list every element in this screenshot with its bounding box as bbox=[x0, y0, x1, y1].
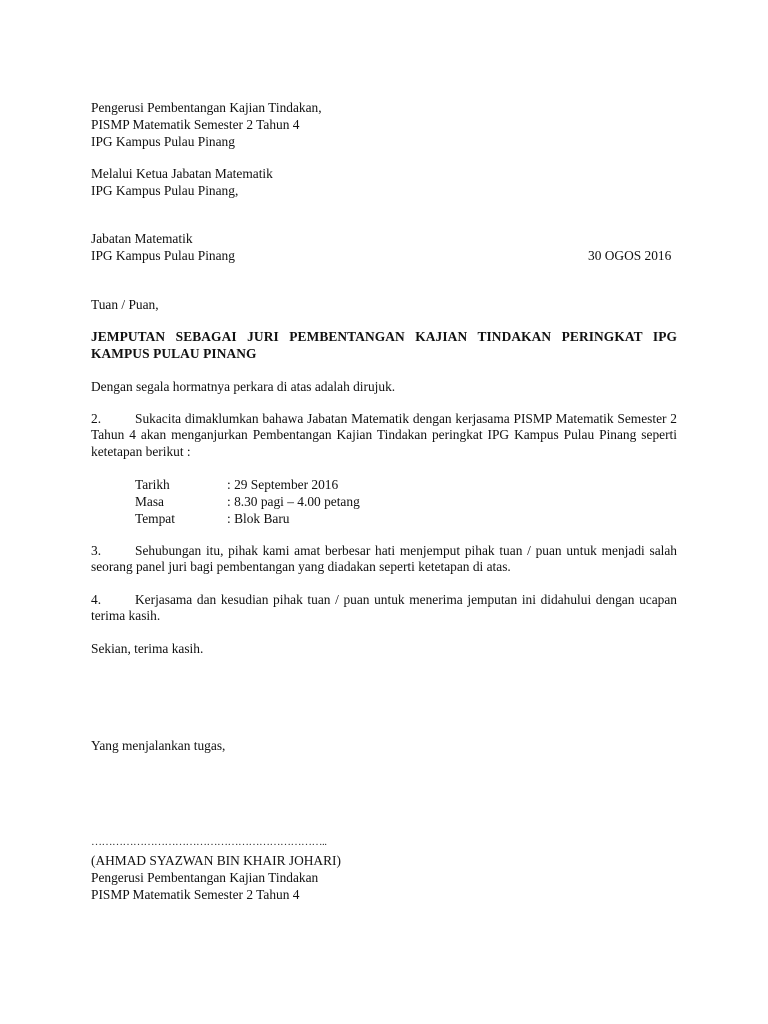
paragraph-2-number: 2. bbox=[91, 411, 102, 426]
schedule-value: : Blok Baru bbox=[227, 511, 290, 526]
schedule-label: Tarikh bbox=[135, 477, 170, 492]
signatory-role-1: Pengerusi Pembentangan Kajian Tindakan bbox=[91, 870, 319, 885]
signoff-text: Yang menjalankan tugas, bbox=[91, 738, 226, 753]
paragraph-3-text: Sehubungan itu, pihak kami amat berbesar hati menjemput pihak tuan / puan untuk menjadi salah seorang panel juri bagi pembentangan yang diadakan seperti ketetapan di atas. bbox=[91, 543, 677, 575]
schedule-row-time bbox=[135, 494, 360, 510]
sender-line-2: IPG Kampus Pulau Pinang bbox=[91, 248, 235, 263]
paragraph-3-number: 3. bbox=[91, 543, 102, 558]
recipient-line-3: IPG Kampus Pulau Pinang bbox=[91, 134, 235, 149]
via-line-2: IPG Kampus Pulau Pinang, bbox=[91, 183, 239, 198]
signatory-role-2: PISMP Matematik Semester 2 Tahun 4 bbox=[91, 887, 300, 902]
schedule-label: Tempat bbox=[135, 511, 175, 526]
closing-text: Sekian, terima kasih. bbox=[91, 641, 204, 656]
via-line-1: Melalui Ketua Jabatan Matematik bbox=[91, 166, 273, 181]
recipient-line-1: Pengerusi Pembentangan Kajian Tindakan, bbox=[91, 100, 322, 115]
sender-line-1: Jabatan Matematik bbox=[91, 231, 193, 246]
paragraph-3 bbox=[91, 543, 677, 576]
schedule-value: : 8.30 pagi – 4.00 petang bbox=[227, 494, 360, 509]
salutation: Tuan / Puan, bbox=[91, 297, 159, 312]
schedule-label: Masa bbox=[135, 494, 165, 509]
letter-title: JEMPUTAN SEBAGAI JURI PEMBENTANGAN KAJIAN TINDAKAN PERINGKAT IPG KAMPUS PULAU PINANG bbox=[91, 329, 677, 361]
schedule-row-place bbox=[135, 511, 290, 527]
schedule-value: : 29 September 2016 bbox=[227, 477, 339, 492]
recipient-line-2: PISMP Matematik Semester 2 Tahun 4 bbox=[91, 117, 300, 132]
paragraph-4-number: 4. bbox=[91, 592, 102, 607]
signature-line: ………………………………………………………….. bbox=[91, 836, 327, 848]
paragraph-2 bbox=[91, 411, 677, 460]
intro-paragraph: Dengan segala hormatnya perkara di atas adalah dirujuk. bbox=[91, 379, 396, 394]
schedule-row-date bbox=[135, 477, 338, 493]
paragraph-4-text: Kerjasama dan kesudian pihak tuan / puan untuk menerima jemputan ini didahului dengan ucapan terima kasih. bbox=[91, 592, 677, 624]
paragraph-4 bbox=[91, 592, 677, 625]
paragraph-2-text: Sukacita dimaklumkan bahawa Jabatan Matematik dengan kerjasama PISMP Matematik Semester 2 Tahun 4 akan menganjurkan Pembentangan Kajian Tindakan peringkat IPG Kampus Pulau Pinang seperti ketetapan berikut : bbox=[91, 411, 677, 459]
signatory-name: (AHMAD SYAZWAN BIN KHAIR JOHARI) bbox=[91, 853, 341, 868]
letter-date: 30 OGOS 2016 bbox=[588, 248, 672, 263]
